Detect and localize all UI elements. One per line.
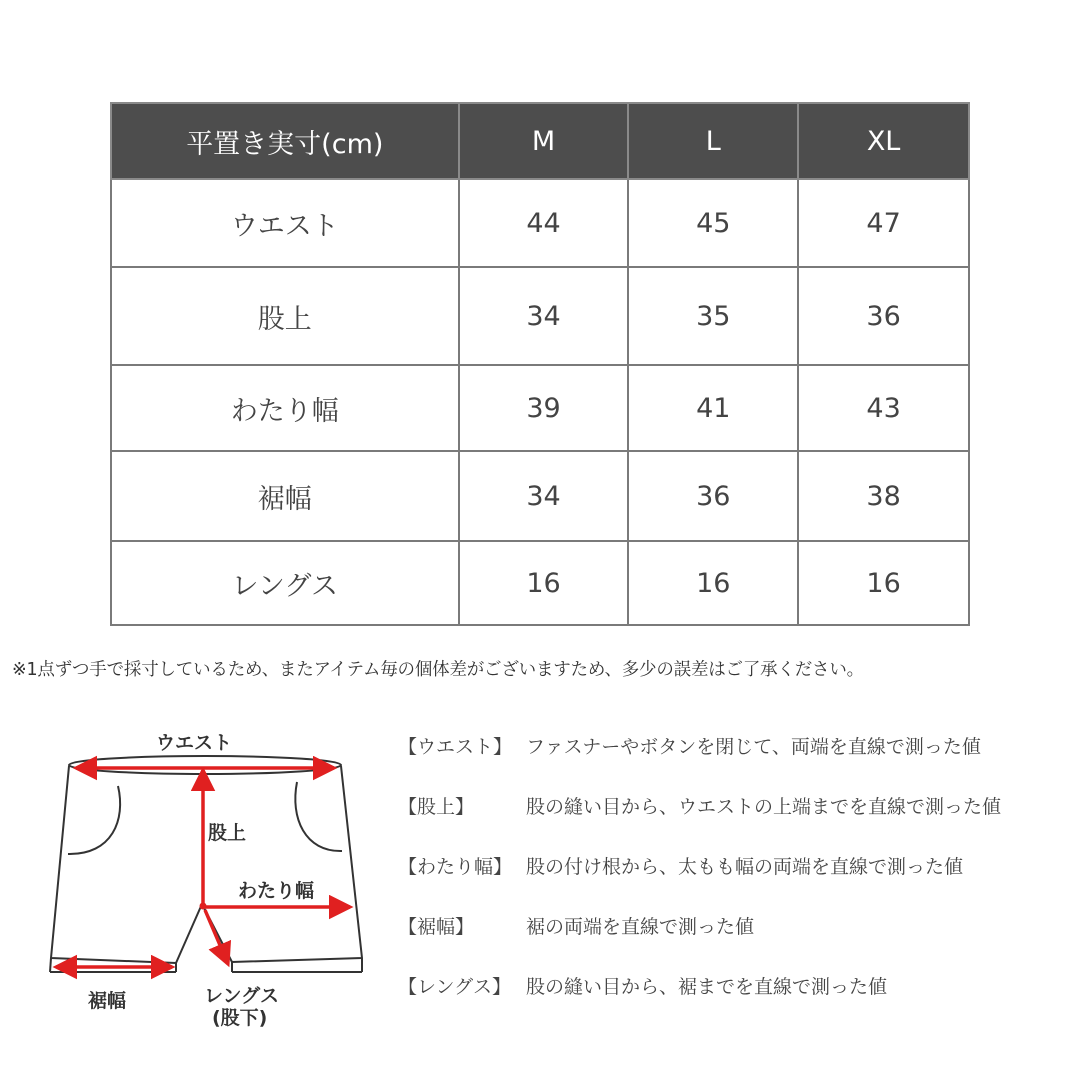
list-item	[398, 732, 1074, 792]
cell-value: 34	[459, 267, 629, 365]
cell-value: 43	[798, 365, 969, 451]
cell-value: 47	[798, 179, 969, 267]
list-item	[398, 852, 1074, 912]
cell-value: 36	[628, 451, 798, 541]
header-cell-size-xl: XL	[798, 103, 969, 179]
rise-label: 股上	[208, 822, 247, 844]
row-label: わたり幅	[111, 365, 459, 451]
row-label: 股上	[111, 267, 459, 365]
definition-desc: 股の縫い目から、裾までを直線で測った値	[526, 976, 888, 998]
definition-term: 【股上】	[398, 796, 475, 818]
shorts-diagram	[0, 700, 380, 1080]
measurement-lines	[56, 768, 350, 967]
shorts-outline	[50, 756, 362, 972]
table-header-row	[111, 103, 969, 179]
cell-value: 45	[628, 179, 798, 267]
table-row	[111, 365, 969, 451]
cell-value: 34	[459, 451, 629, 541]
list-item	[398, 792, 1074, 852]
crotch-point	[200, 903, 207, 910]
definition-term: 【裾幅】	[398, 916, 475, 938]
length-sub-label: (股下)	[212, 1007, 268, 1029]
hem-label: 裾幅	[88, 990, 127, 1012]
waist-label: ウエスト	[156, 732, 233, 754]
definition-desc: 股の付け根から、太もも幅の両端を直線で測った値	[526, 856, 964, 878]
list-item	[398, 912, 1074, 972]
header-cell-size-l: L	[628, 103, 798, 179]
size-table	[110, 102, 970, 626]
cell-value: 16	[798, 541, 969, 625]
header-cell-measure: 平置き実寸(cm)	[111, 103, 459, 179]
table-row	[111, 541, 969, 625]
cell-value: 35	[628, 267, 798, 365]
definition-desc: ファスナーやボタンを閉じて、両端を直線で測った値	[526, 736, 981, 758]
cell-value: 16	[459, 541, 629, 625]
thigh-label: わたり幅	[238, 880, 315, 902]
row-label: 裾幅	[111, 451, 459, 541]
definition-desc: 裾の両端を直線で測った値	[526, 916, 755, 938]
table-row	[111, 267, 969, 365]
definition-desc: 股の縫い目から、ウエストの上端までを直線で測った値	[526, 796, 1002, 818]
definition-term: 【レングス】	[398, 976, 511, 998]
table-row	[111, 179, 969, 267]
length-label: レングス	[204, 985, 279, 1007]
definitions-list	[398, 732, 1074, 1032]
shorts-illustration	[0, 700, 380, 1080]
header-cell-size-m: M	[459, 103, 629, 179]
table-row	[111, 451, 969, 541]
cell-value: 44	[459, 179, 629, 267]
cell-value: 36	[798, 267, 969, 365]
row-label: ウエスト	[111, 179, 459, 267]
list-item	[398, 972, 1074, 1032]
cell-value: 41	[628, 365, 798, 451]
cell-value: 39	[459, 365, 629, 451]
definition-term: 【ウエスト】	[398, 736, 513, 758]
cell-value: 16	[628, 541, 798, 625]
measurement-note: ※1点ずつ手で採寸しているため、またアイテム毎の個体差がございますため、多少の誤差はご了承ください。	[12, 660, 864, 680]
cell-value: 38	[798, 451, 969, 541]
row-label: レングス	[111, 541, 459, 625]
length-line	[205, 910, 228, 964]
definition-term: 【わたり幅】	[398, 856, 513, 878]
